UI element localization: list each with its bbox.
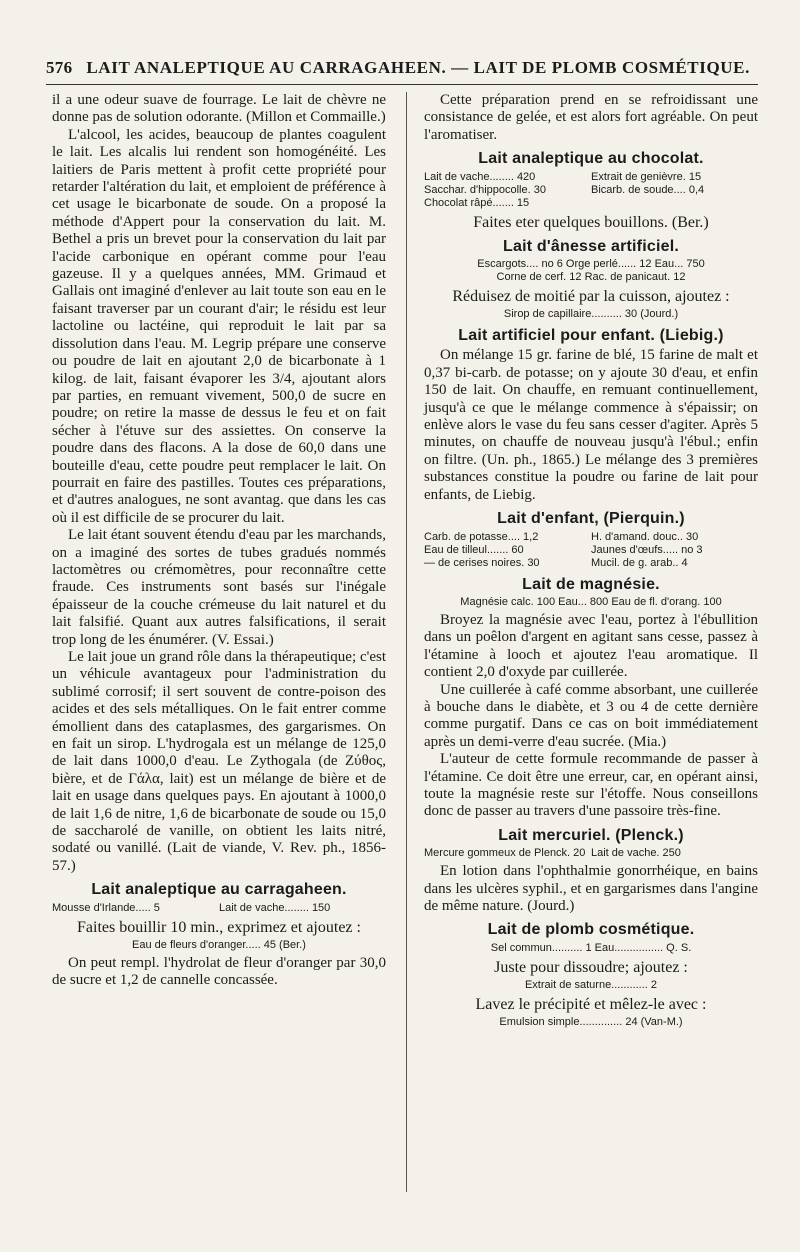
paragraph: il a une odeur suave de fourrage. Le lait de chèvre ne donne pas de solution odorante. (Millon et Commaille.)	[52, 92, 386, 126]
right-column	[424, 92, 758, 1032]
recipe-row: Sirop de capillaire.......... 30 (Jourd.)	[503, 308, 679, 321]
recipe-row: Magnésie calc. 100 Eau... 800 Eau de fl. d'orang. 100	[460, 595, 722, 608]
section-heading: Lait analeptique au chocolat.	[478, 150, 704, 168]
paragraph: On peut rempl. l'hydrolat de fleur d'oranger par 30,0 de sucre et 1,2 de cannelle concassée.	[52, 954, 386, 989]
paragraph: On mélange 15 gr. farine de blé, 15 farine de malt et 0,37 bi-carb. de potasse; on y ajoute 30 d'eau, et enfin 150 de lait. On chauffe, en remuant continuellement, jusqu'à ce que le mélange commence à s'épaissir; on enlève alors le vase du feu sans cesser d'agiter. Après 5 minutes, on chauffe de nouveau jusqu'à l'ébul.; enfin on filtre. (Un. ph., 1865.) Le mélange des 3 premières substances constitue la poudre ou farine de lait pour enfants, de Liebig.	[424, 347, 758, 503]
recipe-item: Sacchar. d'hippocolle. 30	[424, 183, 546, 196]
recipe-row	[424, 531, 758, 544]
recipe-row: Corne de cerf. 12 Rac. de panicaut. 12	[496, 271, 686, 284]
paragraph: En lotion dans l'ophthalmie gonorrhéique, en bains dans les ulcères syphil., et en gargarismes dans l'angine de même nature. (Jourd.)	[424, 863, 758, 914]
recipe-item: Lait de vache........ 420	[424, 170, 536, 183]
paragraph: Le lait étant souvent étendu d'eau par les marchands, on a imaginé des sortes de tubes gradués nommés lactomètres ou crémomètres, pour reconnaître cette fraude. Ces instruments sont basés sur l'inégale épaisseur de la couche crémeuse du lait naturel et du lait falsifié. Quant aux autres falsifications, il serait trop long de les énumérer. (V. Essai.)	[52, 527, 386, 648]
section-heading: Lait d'ânesse artificiel.	[503, 237, 679, 255]
recipe-table	[424, 596, 758, 609]
recipe-item: — de cerises noires. 30	[424, 556, 540, 569]
recipe-item: Mousse d'Irlande..... 5	[52, 901, 160, 914]
paragraph: Broyez la magnésie avec l'eau, portez à l'ébullition dans un poêlon d'argent en agitant sans cesse, passez à l'étamine à looch et ajoutez l'eau aromatique. Il contient 2,0 d'oxyde par cuillerée.	[424, 611, 758, 681]
section-heading: Lait de magnésie.	[522, 575, 660, 593]
recipe-table	[424, 308, 758, 321]
recipe-item: Lait de vache. 250	[591, 847, 681, 860]
instruction: Juste pour dissoudre; ajoutez :	[494, 958, 688, 976]
recipe-row: Escargots.... no 6 Orge perlé...... 12 Eau... 750	[477, 258, 705, 271]
recipe-table	[424, 979, 758, 992]
recipe-table	[424, 171, 758, 210]
page-header	[46, 58, 752, 78]
recipe-table	[424, 847, 758, 860]
section-heading: Lait analeptique au carragaheen.	[91, 881, 347, 899]
paragraph: Cette préparation prend en se refroidissant une consistance de gelée, et est alors fort agréable. On peut l'aromatiser.	[424, 92, 758, 143]
recipe-item: Bicarb. de soude.... 0,4	[591, 183, 705, 196]
recipe-item: Extrait de genièvre. 15	[591, 170, 702, 183]
left-column	[52, 92, 386, 990]
recipe-item: Jaunes d'œufs..... no 3	[591, 543, 703, 556]
recipe-item: Mucil. de g. arab.. 4	[591, 556, 688, 569]
recipe-row	[424, 184, 758, 197]
column-divider	[406, 92, 407, 1192]
recipe-item: H. d'amand. douc.. 30	[591, 530, 699, 543]
instruction: Réduisez de moitié par la cuisson, ajoutez :	[452, 288, 730, 306]
recipe-row	[424, 171, 758, 184]
instruction: Lavez le précipité et mêlez-le avec :	[475, 995, 707, 1013]
page-number: 576	[46, 58, 73, 77]
paragraph: L'auteur de cette formule recommande de passer à l'étamine. Ce doit être une erreur, car, en opérant ainsi, toute la magnésie reste sur l'étoffe. Nous conseillons donc de passer au travers d'une passoire très-fine.	[424, 751, 758, 820]
recipe-row	[424, 557, 758, 570]
recipe-table	[424, 531, 758, 570]
paragraph: Le lait joue un grand rôle dans la thérapeutique; c'est un véhicule avantageux pour l'administration du sublimé corrosif; il sert souvent de contre-poison des acides et des sels métalliques. On le fait entrer comme émollient dans des cataplasmes, des gargarismes. On en fait un sirop. L'hydrogala est un mélange de 125,0 de lait dans 1000,0 d'eau. Le Zythogala (de Ζύθος, bière, et de Γάλα, lait) est un mélange de bière et de lait en usage dans quelques pays. En ajoutant à 1000,0 de lait 1,6 de nitre, 1,6 de bicarbonate de soude ou 15,0 de saccharolé de vanille, on obtient les laits nitré, sodaté ou vanillé. (Lait de viande, V. Rev. ph., 1856-57.)	[52, 649, 386, 874]
running-title: LAIT ANALEPTIQUE AU CARRAGAHEEN. — LAIT DE PLOMB COSMÉTIQUE.	[86, 58, 750, 77]
recipe-item: Chocolat râpé....... 15	[424, 196, 530, 209]
recipe-row	[424, 197, 758, 210]
recipe-row: Sel commun.......... 1 Eau................ Q. S.	[490, 941, 692, 954]
paragraph: L'alcool, les acides, beaucoup de plantes coagulent le lait. Les alcalis lui rendent son homogénéité. Les laitiers de Paris mettent à profit cette propriété pour retarder l'altération du lait, et emploient de préférence à cet usage le bicarbonate de soude. On a proposé la méthode d'Appert pour la conservation du lait. M. Bethel a pris un brevet pour la conservation du lait par l'acide carbonique en opérant comme pour l'eau gazeuse. Il y a quelques années, MM. Grimaud et Gallais ont imaginé d'enlever au lait toute son eau en le faisant traverser par un courant d'air; le résidu est leur lactoline ou lactéine, qui reproduit le lait par sa dissolution dans l'eau. M. Legrip prépare une conserve ou poudre de lait en ajoutant 2,0 de bicarbonate à 1 kilog. de lait, faisant évaporer les 3/4, ajoutant alors par parties, en remuant vivement, 500,0 de sucre en poudre; on retire la masse de dessus le feu et on fait sécher à l'étuve sur des assiettes. On conserve la poudre dans des flacons. A la dose de 60,0 dans une bouteille d'eau, cette poudre peut remplacer le lait. On pourrait en faire des pastilles. Toutes ces préparations, et d'autres analogues, ne sont avantag. que dans les cas où il est difficile de se procurer du lait.	[52, 126, 386, 526]
recipe-row	[424, 544, 758, 557]
recipe-item: Eau de tilleul....... 60	[424, 543, 524, 556]
recipe-item	[591, 197, 758, 210]
instruction: Faites eter quelques bouillons. (Ber.)	[473, 213, 709, 231]
recipe-item: Carb. de potasse.... 1,2	[424, 530, 539, 543]
recipe-table	[424, 258, 758, 284]
section-heading: Lait artificiel pour enfant. (Liebig.)	[458, 327, 724, 345]
recipe-item: Lait de vache........ 150	[219, 901, 331, 914]
recipe-table	[52, 902, 386, 915]
paragraph: Une cuillerée à café comme absorbant, une cuillerée à bouche dans le diabète, et 3 ou 4 de cette dernière comme purgatif. Dans ce cas on boit immédiatement après un demi-verre d'eau sucrée. (Mia.)	[424, 681, 758, 750]
section-heading: Lait de plomb cosmétique.	[487, 921, 695, 939]
recipe-table	[424, 942, 758, 955]
recipe-item: Mercure gommeux de Plenck. 20	[424, 847, 586, 860]
instruction: Faites bouillir 10 min., exprimez et ajoutez :	[77, 918, 361, 936]
recipe-row: Emulsion simple.............. 24 (Van-M.)	[499, 1015, 683, 1028]
section-heading: Lait mercuriel. (Plenck.)	[498, 826, 684, 844]
recipe-table	[52, 939, 386, 952]
recipe-row: Extrait de saturne............ 2	[524, 978, 658, 991]
recipe-row: Eau de fleurs d'oranger..... 45 (Ber.)	[132, 938, 306, 951]
section-heading: Lait d'enfant, (Pierquin.)	[497, 510, 685, 528]
header-rule	[46, 84, 758, 85]
recipe-row	[424, 847, 758, 860]
recipe-table	[424, 1016, 758, 1029]
recipe-row	[52, 902, 386, 915]
